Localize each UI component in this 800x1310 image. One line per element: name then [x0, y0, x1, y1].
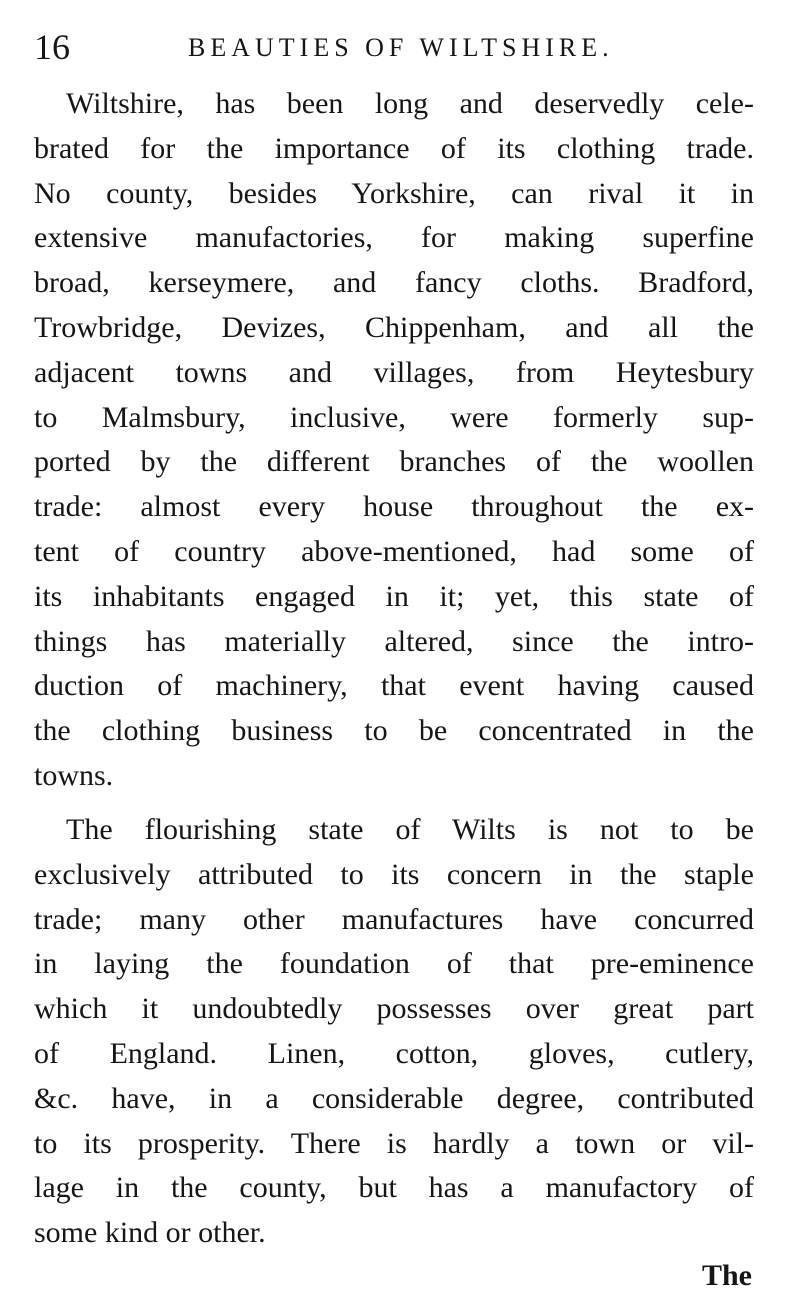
running-title: BEAUTIES OF WILTSHIRE. [188, 33, 614, 62]
page-number: 16 [34, 27, 70, 67]
text-line: things has materially altered, since the intro- [34, 624, 754, 658]
text-line: adjacent towns and villages, from Heytesbury [34, 355, 754, 389]
running-head [34, 22, 764, 72]
text-line: &c. have, in a considerable degree, contributed [34, 1081, 754, 1115]
text-line: to its prosperity. There is hardly a town or vil- [34, 1126, 754, 1160]
text-line: exclusively attributed to its concern in the staple [34, 857, 754, 891]
text-line: extensive manufactories, for making superfine [34, 221, 754, 255]
catchword: The [701, 1259, 752, 1292]
text-line: some kind or other. [34, 1216, 266, 1250]
text-line: The flourishing state of Wilts is not to be [66, 813, 754, 846]
text-line: trade; many other manufactures have concurred [34, 902, 754, 936]
text-line: lage in the county, but has a manufactory of [34, 1171, 754, 1205]
text-line: ported by the different branches of the woollen [34, 445, 754, 479]
text-line: in laying the foundation of that pre-eminence [34, 947, 754, 981]
text-line: trade: almost every house throughout the ex- [34, 490, 754, 524]
text-line: of England. Linen, cotton, gloves, cutlery, [34, 1036, 754, 1070]
text-line: brated for the importance of its clothing trade. [34, 131, 754, 165]
text-line: Trowbridge, Devizes, Chippenham, and all the [34, 310, 754, 344]
text-line: its inhabitants engaged in it; yet, this state of [34, 579, 754, 613]
text-line: which it undoubtedly possesses over great part [34, 992, 754, 1026]
text-line: duction of machinery, that event having caused [34, 669, 754, 703]
text-line: tent of country above-mentioned, had some of [34, 534, 754, 568]
text-line: towns. [34, 758, 114, 792]
paragraph-other-manufactures [34, 808, 754, 1256]
text-line: to Malmsbury, inclusive, were formerly sup- [34, 400, 754, 434]
text-line: Wiltshire, has been long and deservedly cele- [66, 87, 754, 120]
text-line: the clothing business to be concentrated in the [34, 714, 754, 748]
paragraph-clothing-trade [34, 82, 754, 799]
text-line: No county, besides Yorkshire, can rival it in [34, 176, 754, 210]
text-line: broad, kerseymere, and fancy cloths. Bradford, [34, 266, 754, 300]
